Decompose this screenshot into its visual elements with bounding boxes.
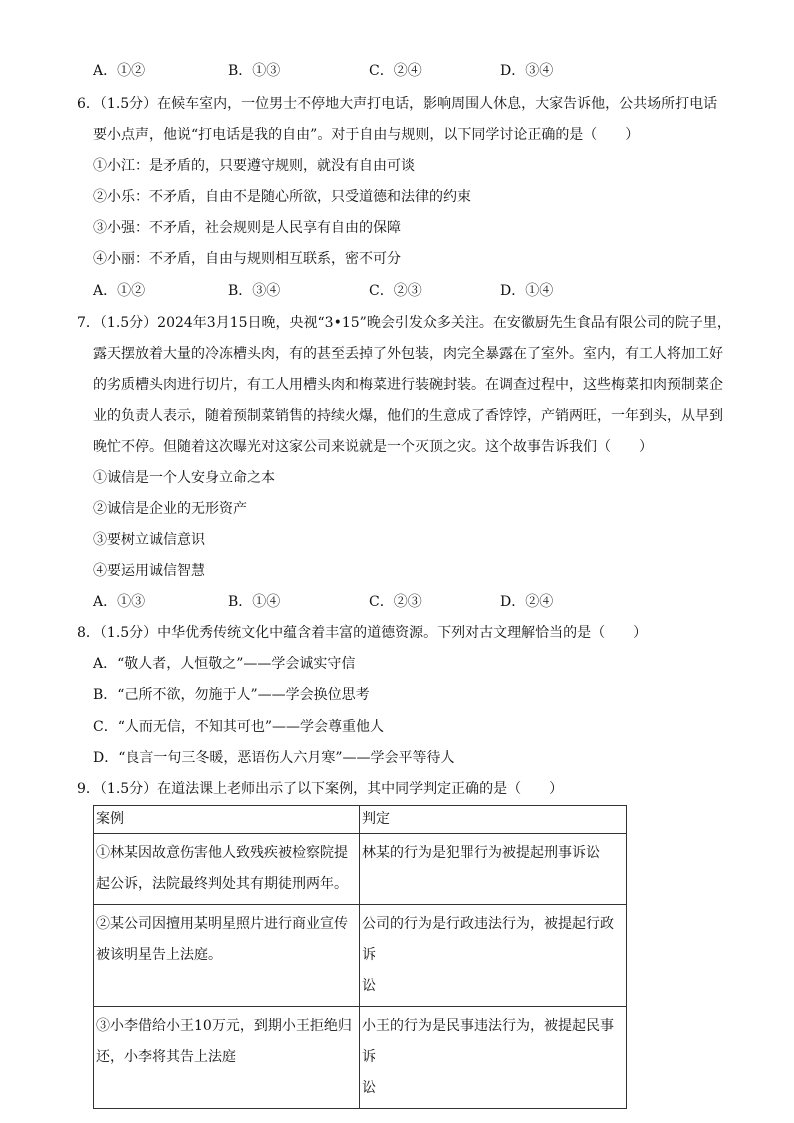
q7-options — [93, 592, 693, 612]
case-line: 被该明星告上法庭。 — [96, 947, 222, 963]
case-line: ③小李借给小王10万元，到期小王拒绝归 — [96, 1018, 352, 1034]
q6-stem-line1: 6．（1.5分）在候车室内，一位男士不停地大声打电话，影响周围人休息，大家告诉他，公共场所打电话 — [77, 96, 718, 112]
q7-stem-line2: 露天摆放着大量的冷冻槽头肉，有的甚至丢掉了外包装，肉完全暴露在了室外。室内，有工人将加工好 — [93, 346, 723, 362]
judgement-line: 讼 — [362, 978, 376, 994]
case-line: 起公诉，法院最终判处其有期徒刑两年。 — [96, 876, 348, 892]
q6-option-a[interactable]: A．①② — [93, 283, 146, 299]
q7-item-1: ①诚信是一个人安身立命之本 — [93, 470, 275, 486]
q7-item-4: ④要运用诚信智慧 — [93, 563, 205, 579]
q7-stem-line5: 晚忙不停。但随着这次曝光对这家公司来说就是一个灭顶之灾。这个故事告诉我们（ ） — [93, 439, 653, 455]
table-row — [94, 905, 627, 1007]
judgement-line: 公司的行为是行政违法行为，被提起行政诉 — [362, 916, 614, 963]
q8-option-a[interactable]: A．“敬人者，人恒敬之”——学会诚实守信 — [93, 656, 356, 672]
q7-stem-line4: 业的负责人表示，随着预制菜销售的持续火爆，他们的生意成了香饽饽，产销两旺，一年到头，从早到 — [93, 408, 723, 424]
judgement-line — [362, 869, 624, 900]
q7-stem-line1: 7．（1.5分）2024年3月15日晚，央视“3•15”晚会引发众多关注。在安徽厨先生食品有限公司的院子里， — [77, 315, 731, 331]
q9-stem: 9．（1.5分）在道法课上老师出示了以下案例，其中同学判定正确的是（ ） — [77, 781, 564, 797]
q7-item-2: ②诚信是企业的无形资产 — [93, 501, 247, 517]
table-header-judgement: 判定 — [360, 806, 627, 834]
q7-stem-line3: 的劣质槽头肉进行切片，有工人用槽头肉和梅菜进行装碗封装。在调查过程中，这些梅菜扣肉预制菜企 — [93, 377, 723, 393]
q7-option-c[interactable]: C．②③ — [369, 594, 422, 610]
q6-item-4: ④小丽：不矛盾，自由与规则相互联系，密不可分 — [93, 251, 401, 267]
judgement-line: 讼 — [362, 1080, 376, 1096]
table-cell-judgement — [360, 1007, 627, 1109]
q6-item-3: ③小强：不矛盾，社会规则是人民享有自由的保障 — [93, 220, 401, 236]
case-line: ②某公司因擅用某明星照片进行商业宣传 — [96, 916, 348, 932]
table-cell-case — [94, 1007, 360, 1109]
q6-option-b[interactable]: B．③④ — [228, 283, 281, 299]
q8-option-d[interactable]: D．“良言一句三冬暖，恶语伤人六月寒”——学会平等待人 — [93, 750, 455, 766]
table-cell-case — [94, 834, 360, 905]
table-row — [94, 834, 627, 905]
q6-options — [93, 281, 693, 301]
q7-option-b[interactable]: B．①④ — [228, 594, 281, 610]
q6-item-2: ②小乐：不矛盾，自由不是随心所欲，只受道德和法律的约束 — [93, 189, 471, 205]
table-cell-judgement — [360, 834, 627, 905]
q5-options — [93, 61, 693, 81]
table-row — [94, 1007, 627, 1109]
q5-option-b[interactable]: B．①③ — [228, 63, 281, 79]
case-line: 还，小李将其告上法庭 — [96, 1049, 236, 1065]
judgement-line: 小王的行为是民事违法行为，被提起民事诉 — [362, 1018, 614, 1065]
q9-case-table — [93, 805, 627, 1109]
q5-option-c[interactable]: C．②④ — [369, 63, 422, 79]
q8-stem: 8．（1.5分）中华优秀传统文化中蕴含着丰富的道德资源。下列对古文理解恰当的是（ ） — [77, 625, 648, 641]
q6-stem-line2: 要小点声，他说“打电话是我的自由”。对于自由与规则，以下同学讨论正确的是（ ） — [93, 127, 640, 143]
table-cell-case — [94, 905, 360, 1007]
q6-option-d[interactable]: D．①④ — [500, 283, 554, 299]
q7-option-a[interactable]: A．①③ — [93, 594, 146, 610]
q8-option-b[interactable]: B．“己所不欲，勿施于人”——学会换位思考 — [93, 687, 370, 703]
q7-item-3: ③要树立诚信意识 — [93, 532, 205, 548]
q5-option-a[interactable]: A．①② — [93, 63, 146, 79]
table-header-case: 案例 — [94, 806, 360, 834]
table-header-row — [94, 806, 627, 834]
q6-option-c[interactable]: C．②③ — [369, 283, 422, 299]
case-line: ①林某因故意伤害他人致残疾被检察院提 — [96, 845, 348, 861]
q6-item-1: ①小江：是矛盾的，只要遵守规则，就没有自由可谈 — [93, 158, 415, 174]
q5-option-d[interactable]: D．③④ — [500, 63, 554, 79]
q8-option-c[interactable]: C．“人而无信，不知其可也”——学会尊重他人 — [93, 719, 385, 735]
judgement-line: 林某的行为是犯罪行为被提起刑事诉讼 — [362, 845, 600, 861]
q7-option-d[interactable]: D．②④ — [500, 594, 554, 610]
table-cell-judgement — [360, 905, 627, 1007]
